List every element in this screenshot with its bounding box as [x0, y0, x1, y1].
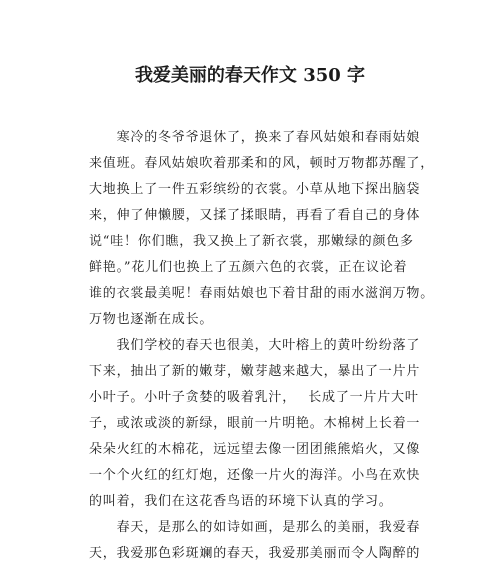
paragraph-3	[89, 515, 419, 567]
text-line: 的叫着，我们在这花香鸟语的环境下认真的学习。	[89, 494, 393, 509]
text-line: 我们学校的春天也很美，大叶榕上的黄叶纷纷落了	[89, 338, 421, 353]
text-line: 小叶子。小叶子贪婪的吸着乳汁， 长成了一片片大叶	[89, 390, 419, 405]
text-line: 万物也逐渐在成长。	[89, 312, 214, 327]
text-line: 天，我爱那色彩斑斓的春天，我爱那美丽而令人陶醉的	[89, 546, 421, 561]
text-line: 寒冷的冬爷爷退休了，换来了春风姑娘和春雨姑娘	[89, 130, 421, 145]
paragraph-2	[89, 333, 419, 515]
text-line: 谁的衣裳最美呢！春雨姑娘也下着甘甜的雨水滋润万物。	[89, 286, 435, 301]
page-title: 我爱美丽的春天作文 350 字	[134, 65, 366, 86]
essay-body	[89, 125, 435, 567]
text-line: 下来，抽出了新的嫩芽，嫩芽越来越大，暴出了一片片	[89, 364, 421, 379]
text-line: 大地换上了一件五彩缤纷的衣裳。小草从地下探出脑袋	[89, 182, 421, 197]
text-line: 一个个火红的红灯炮，还像一片火的海洋。小鸟在欢快	[89, 468, 421, 483]
text-line: 子，或浓或淡的新绿，眼前一片明艳。木棉树上长着一	[89, 416, 421, 431]
text-line: 来值班。春风姑娘吹着那柔和的风，顿时万物都苏醒了，	[89, 156, 435, 171]
paragraph-1	[89, 125, 435, 333]
text-line: 鲜艳。”花儿们也换上了五颜六色的衣裳，正在议论着	[89, 260, 408, 275]
text-line: 春天，是那么的如诗如画，是那么的美丽，我爱春	[89, 520, 421, 535]
text-line: 来，伸了伸懒腰，又揉了揉眼睛，再看了看自己的身体	[89, 208, 421, 223]
text-line: 说“哇！你们瞧，我又换上了新衣裳，那嫩绿的颜色多	[89, 234, 414, 249]
text-line: 朵朵火红的木棉花，远远望去像一团团熊熊焰火，又像	[89, 442, 421, 457]
